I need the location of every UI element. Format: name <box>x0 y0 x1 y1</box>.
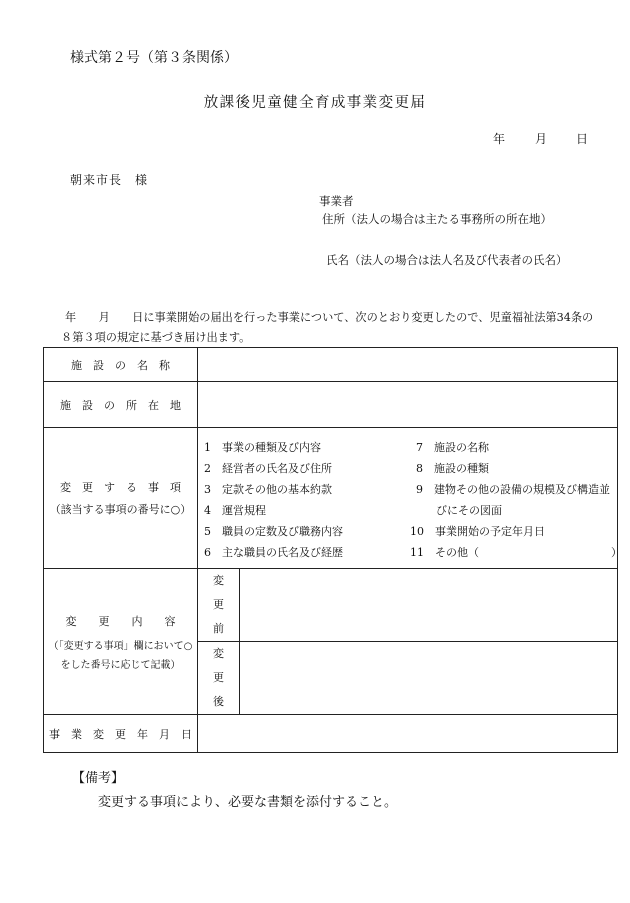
date-month-label: 月 <box>535 132 548 146</box>
change-content-label-cell <box>44 569 198 715</box>
form-number: 様式第２号（第３条関係） <box>70 50 238 66</box>
change-items-note: （該当する事項の番号に○） <box>49 503 192 516</box>
change-items-list-cell <box>198 428 622 569</box>
change-date-field[interactable] <box>198 715 618 753</box>
change-item-9[interactable]: 9 建物その他の設備の規模及び構造並 <box>416 483 610 496</box>
intro-line-1: 年 月 日に事業開始の届出を行った事業について、次のとおり変更したので、児童福祉法第34条の <box>65 311 594 324</box>
date-year-label: 年 <box>493 132 506 146</box>
notes-heading: 【備考】 <box>72 771 125 786</box>
operator-address-label: 住所（法人の場合は主たる事務所の所在地） <box>322 212 552 226</box>
change-item-2[interactable]: 2 経営者の氏名及び住所 <box>204 462 332 475</box>
operator-name-label: 氏名（法人の場合は法人名及び代表者の氏名） <box>326 253 568 267</box>
facility-name-label: 施 設 の 名 称 <box>44 348 198 382</box>
addressee: 朝来市長 様 <box>70 173 149 187</box>
document-title: 放課後児童健全育成事業変更届 <box>203 95 427 111</box>
change-content-note-2: をした番号に応じて記載） <box>60 659 181 671</box>
change-item-11[interactable]: 11 その他（ ） <box>410 546 622 559</box>
facility-location-label: 施 設 の 所 在 地 <box>44 382 198 428</box>
change-content-label: 変 更 内 容 <box>65 614 176 628</box>
before-label: 変 更 前 <box>198 569 240 642</box>
notes-body: 変更する事項により、必要な書類を添付すること。 <box>98 795 398 810</box>
change-items-label: 変 更 す る 事 項 <box>60 481 181 494</box>
change-date-label: 事 業 変 更 年 月 日 <box>44 715 198 753</box>
change-item-4[interactable]: 4 運営規程 <box>204 504 266 517</box>
before-change-field[interactable] <box>240 569 618 642</box>
after-change-field[interactable] <box>240 642 618 715</box>
change-item-3[interactable]: 3 定款その他の基本約款 <box>204 483 332 496</box>
change-item-1[interactable]: 1 事業の種類及び内容 <box>204 441 321 454</box>
change-item-7[interactable]: 7 施設の名称 <box>416 441 489 454</box>
change-item-10[interactable]: 10 事業開始の予定年月日 <box>410 525 545 538</box>
change-item-8[interactable]: 8 施設の種類 <box>416 462 489 475</box>
facility-name-field[interactable] <box>198 348 618 382</box>
change-items-label-cell <box>44 428 198 569</box>
change-form-table <box>43 347 622 753</box>
change-item-5[interactable]: 5 職員の定数及び職務内容 <box>204 525 343 538</box>
facility-location-field[interactable] <box>198 382 618 428</box>
date-day-label: 日 <box>576 132 589 146</box>
intro-line-2: ８第３項の規定に基づき届け出ます。 <box>61 331 251 344</box>
operator-label: 事業者 <box>319 194 354 208</box>
change-item-9-continued: びにその図面 <box>436 504 502 517</box>
change-content-note-1: （「変更する事項」欄において○ <box>48 640 193 652</box>
change-item-6[interactable]: 6 主な職員の氏名及び経歴 <box>204 546 343 559</box>
intro-text <box>61 308 594 348</box>
after-label: 変 更 後 <box>198 642 240 715</box>
